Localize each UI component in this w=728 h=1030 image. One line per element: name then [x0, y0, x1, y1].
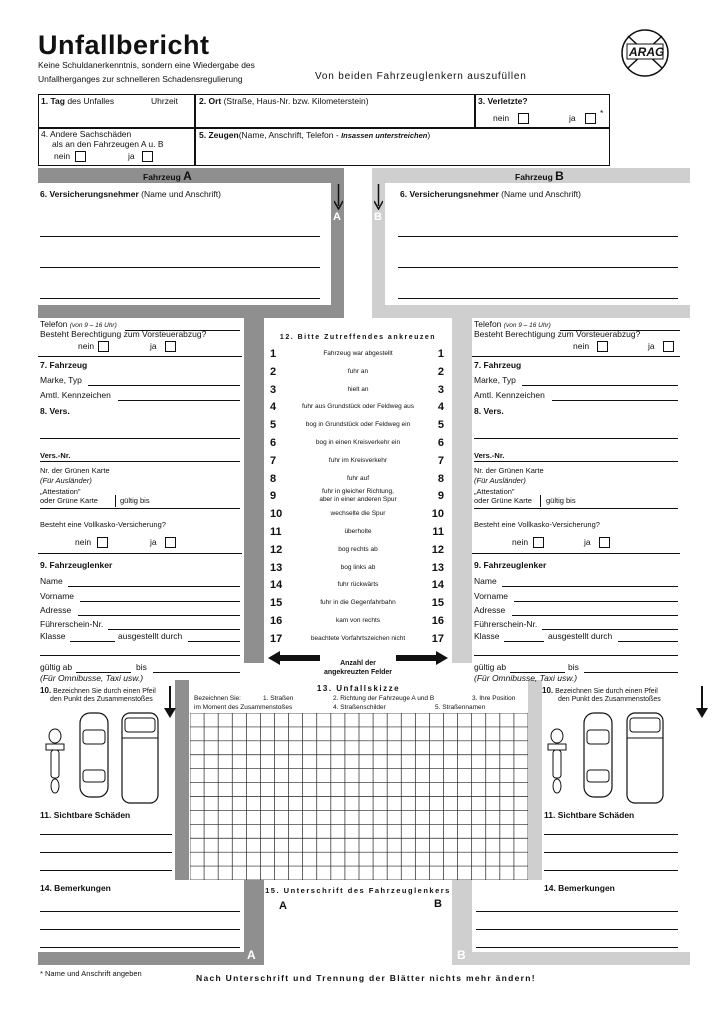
sketch-hint-1: Bezeichnen Sie:	[194, 695, 241, 702]
circumstance-number-b[interactable]: 7	[437, 454, 444, 467]
circumstance-text: bog in einen Kreisverkehr ein	[315, 439, 401, 446]
vehicle-a-lane-middle	[244, 318, 264, 663]
car-icon[interactable]	[79, 712, 109, 798]
truck-icon[interactable]	[121, 712, 159, 804]
circumstance-text: bog rechts ab	[338, 545, 378, 553]
b-insurance-heading: 8. Vers.	[474, 406, 504, 416]
b-green-card-label: Nr. der Grünen Karte	[474, 466, 544, 475]
signature-a-label: A	[279, 900, 287, 912]
b-casco-yes-checkbox[interactable]	[599, 537, 610, 548]
circumstance-number-b[interactable]: 11	[432, 526, 444, 538]
circumstance-row[interactable]	[264, 417, 452, 435]
sketch-item-2: 2. Richtung der Fahrzeuge A und B	[333, 695, 435, 702]
b-driver-heading: 9. Fahrzeuglenker	[474, 560, 547, 570]
b-plate-label: Amtl. Kennzeichen	[474, 390, 545, 400]
b-vat-yes-checkbox[interactable]	[663, 341, 674, 352]
b-policy-line[interactable]	[474, 461, 678, 462]
bottom-lane-b-letter: B	[457, 948, 466, 962]
sketch-title: 13. Unfallskizze	[316, 684, 401, 693]
circumstance-label	[288, 599, 428, 606]
a-address-label: Adresse	[40, 605, 72, 615]
b-green-card-line[interactable]	[474, 508, 678, 509]
vehicle-b-heading: Fahrzeug B	[515, 169, 564, 183]
b-damage-heading: 11. Sichtbare Schäden	[544, 810, 635, 820]
a-casco-no-checkbox[interactable]	[97, 537, 108, 548]
other-damage-yes-checkbox[interactable]	[142, 151, 153, 162]
circumstance-label	[288, 546, 428, 553]
a-insurance-heading: 8. Vers.	[40, 406, 70, 416]
circumstance-row[interactable]	[264, 560, 452, 578]
a-remarks-heading: 14. Bemerkungen	[40, 883, 111, 893]
arrow-down-icon	[696, 686, 708, 718]
b-vat-yes-label: ja	[648, 341, 655, 351]
circumstance-number-b[interactable]: 2	[437, 365, 444, 378]
circumstance-label	[288, 564, 428, 571]
arrow-left-icon	[268, 651, 320, 665]
bottom-lane-a-letter: A	[247, 948, 256, 962]
circumstance-text: überholte	[344, 528, 372, 535]
a-damage-line-2[interactable]	[40, 852, 172, 853]
b-until-label: bis	[568, 662, 579, 672]
circumstance-row[interactable]	[264, 382, 452, 400]
circumstance-text: fuhr rückwärts	[337, 581, 379, 589]
circumstance-number-b[interactable]: 6	[437, 437, 444, 449]
circumstance-row[interactable]	[264, 631, 452, 649]
circumstance-row[interactable]	[264, 595, 452, 613]
a-valid-from-label: gültig ab	[40, 662, 73, 672]
b-issued-line-2[interactable]	[474, 655, 678, 656]
a-damage-heading: 11. Sichtbare Schäden	[40, 810, 131, 820]
circumstance-text: fuhr an	[347, 367, 369, 375]
b-plate-line[interactable]	[552, 400, 678, 401]
circumstance-number-b[interactable]: 16	[431, 615, 444, 627]
footer-warning: Nach Unterschrift und Trennung der Blätter nichts mehr ändern!	[196, 973, 536, 983]
b-valid-to-label: gültig bis	[546, 496, 576, 505]
a-driver-heading: 9. Fahrzeuglenker	[40, 560, 113, 570]
field-2-label: 2. Ort (Straße, Haus-Nr. bzw. Kilometerstein)	[199, 96, 369, 106]
b-phone-label: Telefon (von 9 – 16 Uhr)	[474, 319, 551, 329]
a-phone-label: Telefon (von 9 – 16 Uhr)	[40, 319, 117, 329]
a-valid-to-label: gültig bis	[120, 496, 150, 505]
field-5-label: 5. Zeugen(Name, Anschrift, Telefon - Insassen unterstreichen)	[199, 130, 431, 140]
b-license-line[interactable]	[542, 629, 678, 630]
b-insured-label: 6. Versicherungsnehmer (Name und Anschrift)	[400, 189, 581, 199]
vehicle-b-lane-sketch	[528, 680, 542, 880]
circumstance-number-a[interactable]: 10	[270, 508, 283, 521]
circumstance-number-a[interactable]: 9	[270, 490, 277, 503]
circumstance-number-b[interactable]: 12	[431, 543, 444, 556]
vehicle-a-band-bottom	[38, 952, 264, 965]
a-damage-line-3[interactable]	[40, 870, 172, 871]
circumstance-number-a[interactable]: 17	[270, 632, 283, 645]
sketch-item-4: 4. Straßenschilder	[333, 704, 386, 711]
b-until-line[interactable]	[584, 672, 678, 673]
b-name-label: Name	[474, 576, 497, 586]
lane-b-letter: B	[374, 211, 382, 223]
circumstance-number-a[interactable]: 1	[270, 348, 277, 360]
b-divider	[472, 553, 680, 554]
a-name-label: Name	[40, 576, 63, 586]
circumstance-number-b[interactable]: 10	[431, 508, 444, 521]
injured-yes-label: ja	[569, 113, 576, 123]
circumstance-row[interactable]	[264, 346, 452, 364]
a-insured-label: 6. Versicherungsnehmer (Name und Anschrift)	[40, 189, 221, 199]
circumstance-label	[288, 510, 428, 517]
circumstances-title: 12. Bitte Zutreffendes ankreuzen	[279, 334, 437, 341]
arrow-down-icon	[334, 184, 343, 210]
b-vat-no-checkbox[interactable]	[597, 341, 608, 352]
sketch-item-5: 5. Straßennamen	[435, 704, 486, 711]
a-valid-divider	[115, 495, 116, 507]
truck-icon[interactable]	[626, 712, 664, 804]
circumstance-row[interactable]	[264, 577, 452, 595]
b-vehicle-heading: 7. Fahrzeug	[474, 360, 522, 370]
a-insured-line-1[interactable]	[40, 236, 320, 237]
time-label: Uhrzeit	[151, 96, 178, 106]
signature-a-field[interactable]	[270, 914, 355, 950]
circumstance-number-a[interactable]: 6	[270, 437, 277, 449]
a-impact-label-2: den Punkt des Zusammenstoßes	[50, 696, 153, 703]
footer-note: * Name und Anschrift angeben	[40, 969, 142, 978]
b-valid-from-label: gültig ab	[474, 662, 507, 672]
signature-b-field[interactable]	[360, 914, 445, 950]
a-green-card-label: Nr. der Grünen Karte	[40, 466, 110, 475]
circumstance-text: beachtete Vorfahrtszeichen nicht	[310, 634, 406, 642]
a-vehicle-heading: 7. Fahrzeug	[40, 360, 88, 370]
circumstance-row[interactable]	[264, 364, 452, 382]
b-address-label: Adresse	[474, 605, 506, 615]
asterisk-mark: *	[600, 108, 604, 118]
field-1-label: 1. Tag des Unfalles	[41, 96, 115, 106]
circumstance-label	[288, 368, 428, 375]
page-title: Unfallbericht	[38, 30, 210, 60]
circumstance-number-b[interactable]: 14	[431, 579, 444, 592]
a-make-line[interactable]	[88, 385, 240, 386]
circumstance-number-a[interactable]: 14	[270, 579, 283, 592]
circumstance-number-b[interactable]: 17	[431, 632, 444, 645]
circumstance-text: fuhr aus Grundstück oder Feldweg aus	[301, 403, 414, 411]
a-vat-yes-label: ja	[150, 341, 157, 351]
circumstance-number-b[interactable]: 9	[437, 490, 444, 503]
other-damage-yes-label: ja	[128, 151, 135, 161]
motorcycle-icon[interactable]	[546, 728, 568, 794]
circumstance-number-b[interactable]: 8	[437, 472, 444, 485]
a-until-label: bis	[136, 662, 147, 672]
a-casco-question: Besteht eine Vollkasko-Versicherung?	[40, 520, 166, 529]
a-name-line[interactable]	[68, 586, 240, 587]
injured-no-checkbox[interactable]	[518, 113, 529, 124]
circumstance-number-a[interactable]: 11	[270, 526, 282, 538]
vehicle-a-band-lower	[38, 305, 344, 318]
circumstance-label	[288, 475, 428, 482]
b-class-label: Klasse	[474, 631, 500, 641]
a-issued-by-line[interactable]	[188, 641, 240, 642]
circumstance-text: fuhr in gleicher Richtung,	[322, 488, 394, 496]
a-firstname-label: Vorname	[40, 591, 75, 601]
a-vat-no-label: nein	[78, 341, 95, 351]
a-damage-line-1[interactable]	[40, 834, 172, 835]
a-vat-question: Besteht Berechtigung zum Vorsteuerabzug?	[40, 329, 207, 339]
a-casco-yes-checkbox[interactable]	[165, 537, 176, 548]
a-policy-label: Vers.-Nr.	[40, 451, 71, 460]
a-until-line[interactable]	[153, 672, 240, 673]
circumstance-row[interactable]	[264, 542, 452, 560]
circumstance-row[interactable]	[264, 506, 452, 524]
injured-no-label: nein	[493, 113, 510, 123]
a-attestation-label: „Attestation"	[40, 487, 81, 496]
circumstance-row[interactable]	[264, 471, 452, 489]
a-vat-yes-checkbox[interactable]	[165, 341, 176, 352]
circumstance-number-a[interactable]: 15	[270, 597, 283, 610]
b-valid-divider	[540, 495, 541, 507]
field-3-label: 3. Verletzte?	[478, 96, 528, 106]
subtitle-line-1: Keine Schuldanerkenntnis, sondern eine Wiedergabe des	[38, 60, 255, 70]
b-damage-line-2[interactable]	[544, 852, 678, 853]
a-issued-by-label: ausgestellt durch	[118, 631, 183, 641]
a-remarks-line-2[interactable]	[40, 929, 240, 930]
car-icon[interactable]	[583, 712, 613, 798]
circumstance-label	[288, 528, 428, 535]
signature-title: 15. Unterschrift des Fahrzeuglenkers	[265, 886, 451, 895]
circumstance-number-a[interactable]: 8	[270, 472, 277, 485]
circumstance-row[interactable]	[264, 435, 452, 453]
a-class-line[interactable]	[70, 641, 115, 642]
sketch-hint-2: im Moment des Zusammenstoßes	[194, 704, 293, 711]
circumstance-number-a[interactable]: 4	[270, 401, 277, 414]
a-policy-line[interactable]	[40, 461, 240, 462]
circumstance-label	[288, 488, 428, 503]
circumstance-number-a[interactable]: 3	[270, 383, 277, 396]
circumstance-number-a[interactable]: 16	[270, 615, 283, 627]
arrow-right-icon	[396, 651, 448, 665]
field-4-label-1: 4. Andere Sachschäden	[41, 129, 132, 139]
a-green-card-line[interactable]	[40, 508, 240, 509]
circumstance-number-a[interactable]: 5	[270, 419, 277, 432]
b-remarks-line-2[interactable]	[476, 929, 678, 930]
b-insured-line-2[interactable]	[398, 267, 678, 268]
a-insurance-line[interactable]	[40, 438, 240, 439]
circumstance-number-b[interactable]: 13	[431, 561, 444, 574]
sketch-item-1: 1. Straßen	[263, 695, 294, 702]
a-make-label: Marke, Typ	[40, 375, 82, 385]
circumstance-label	[288, 457, 428, 464]
b-impact-label-1: 10. Bezeichnen Sie durch einen Pfeil	[542, 686, 658, 695]
a-vat-no-checkbox[interactable]	[98, 341, 109, 352]
a-plate-label: Amtl. Kennzeichen	[40, 390, 111, 400]
circumstance-label	[288, 439, 428, 446]
b-remarks-line-1[interactable]	[476, 911, 678, 912]
a-issued-line-2[interactable]	[40, 655, 240, 656]
b-license-label: Führerschein-Nr.	[474, 619, 538, 629]
arag-logo	[620, 28, 670, 78]
arrow-down-icon	[374, 184, 383, 210]
circumstance-number-b[interactable]: 15	[431, 597, 444, 610]
circumstance-row[interactable]	[264, 613, 452, 631]
circumstance-row[interactable]	[264, 453, 452, 471]
other-damage-no-label: nein	[54, 151, 71, 161]
circumstance-text: wechselte die Spur	[330, 510, 386, 518]
b-firstname-line[interactable]	[514, 601, 678, 602]
circumstance-label	[288, 635, 428, 642]
a-casco-yes-label: ja	[150, 537, 157, 547]
a-divider	[38, 553, 242, 554]
b-casco-no-checkbox[interactable]	[533, 537, 544, 548]
b-issued-by-line[interactable]	[618, 641, 678, 642]
a-remarks-line-1[interactable]	[40, 911, 240, 912]
b-divider	[472, 356, 680, 357]
arrow-down-icon	[164, 686, 176, 718]
b-casco-no-label: nein	[512, 537, 529, 547]
a-license-line[interactable]	[108, 629, 240, 630]
circumstance-label	[288, 581, 428, 588]
circumstance-text: kam von rechts	[335, 617, 381, 624]
circumstance-text: hielt an	[347, 385, 369, 393]
circumstance-label	[288, 350, 428, 357]
count-label-2: angekreuzten Felder	[323, 669, 393, 676]
circumstance-row[interactable]	[264, 488, 452, 506]
circumstance-number-b[interactable]: 4	[437, 401, 444, 414]
b-vat-question: Besteht Berechtigung zum Vorsteuerabzug?	[474, 329, 641, 339]
a-divider	[38, 356, 242, 357]
b-attestation-label: „Attestation"	[474, 487, 515, 496]
b-remarks-line-3[interactable]	[476, 947, 678, 948]
b-issued-by-label: ausgestellt durch	[548, 631, 613, 641]
circumstance-number-a[interactable]: 2	[270, 365, 277, 378]
b-insured-line-3[interactable]	[398, 298, 678, 299]
a-insured-line-2[interactable]	[40, 267, 320, 268]
vehicle-b-band-bottom	[452, 952, 690, 965]
a-insured-line-3[interactable]	[40, 298, 320, 299]
circumstance-number-b[interactable]: 1	[437, 348, 444, 360]
a-casco-no-label: nein	[75, 537, 92, 547]
a-bus-note: (Für Omnibusse, Taxi usw.)	[40, 673, 144, 683]
b-damage-line-1[interactable]	[544, 834, 678, 835]
a-class-label: Klasse	[40, 631, 66, 641]
b-insured-line-1[interactable]	[398, 236, 678, 237]
circumstance-label	[288, 421, 428, 428]
b-policy-label: Vers.-Nr.	[474, 451, 505, 460]
a-foreign-label: (Für Ausländer)	[40, 476, 92, 485]
circumstance-text: fuhr im Kreisverkehr	[328, 456, 388, 464]
circumstance-label	[288, 386, 428, 393]
circumstance-text: Fahrzeug war abgestellt	[323, 350, 393, 357]
vehicle-b-lane-middle	[452, 318, 472, 663]
circumstance-number-b[interactable]: 5	[437, 419, 444, 432]
b-address-line[interactable]	[512, 615, 678, 616]
sketch-item-3: 3. Ihre Position	[472, 695, 516, 702]
circumstance-text-2: aber in einer anderen Spur	[319, 495, 397, 503]
motorcycle-icon[interactable]	[44, 728, 66, 794]
b-insurance-line[interactable]	[474, 438, 678, 439]
b-foreign-label: (Für Ausländer)	[474, 476, 526, 485]
sketch-grid[interactable]	[190, 713, 528, 880]
circumstance-number-a[interactable]: 13	[270, 561, 283, 574]
injured-yes-checkbox[interactable]	[585, 113, 596, 124]
circumstance-text: fuhr in die Gegenfahrbahn	[320, 599, 396, 607]
vehicle-b-band-lower	[372, 305, 690, 318]
b-vat-no-label: nein	[573, 341, 590, 351]
b-casco-question: Besteht eine Vollkasko-Versicherung?	[474, 520, 600, 529]
circumstance-number-a[interactable]: 7	[270, 454, 277, 467]
a-impact-label-1: 10. Bezeichnen Sie durch einen Pfeil	[40, 686, 156, 695]
vehicle-a-lane-sketch	[175, 680, 189, 880]
circumstance-text: bog links ab	[340, 563, 376, 571]
b-damage-line-3[interactable]	[544, 870, 678, 871]
circumstance-number-a[interactable]: 12	[270, 543, 283, 556]
circumstance-text: fuhr auf	[346, 474, 370, 482]
circumstance-label	[288, 403, 428, 410]
b-make-label: Marke, Typ	[474, 375, 516, 385]
count-label-1: Anzahl der	[340, 660, 376, 667]
b-impact-label-2: den Punkt des Zusammenstoßes	[558, 696, 661, 703]
vehicle-a-heading: Fahrzeug A	[143, 169, 192, 183]
logo-text: ARAG	[629, 45, 665, 59]
b-casco-yes-label: ja	[584, 537, 591, 547]
circumstance-text: bog in Grundstück oder Feldweg ein	[305, 421, 411, 429]
a-remarks-line-3[interactable]	[40, 947, 240, 948]
circumstance-label	[288, 617, 428, 624]
lane-a-letter: A	[333, 211, 341, 223]
other-damage-no-checkbox[interactable]	[75, 151, 86, 162]
circumstance-row[interactable]	[264, 524, 452, 542]
subtitle-line-2: Unfallherganges zur schnelleren Schadensregulierung	[38, 74, 243, 84]
b-firstname-label: Vorname	[474, 591, 509, 601]
field-4-label-2: als an den Fahrzeugen A u. B	[52, 139, 164, 149]
b-make-line[interactable]	[522, 385, 678, 386]
a-or-green-card-label: oder Grüne Karte	[40, 496, 98, 505]
a-plate-line[interactable]	[118, 400, 240, 401]
a-firstname-line[interactable]	[80, 601, 240, 602]
signature-b-label: B	[434, 898, 442, 910]
a-address-line[interactable]	[78, 615, 240, 616]
instruction-text: Von beiden Fahrzeuglenkern auszufüllen	[315, 71, 527, 82]
b-remarks-heading: 14. Bemerkungen	[544, 883, 615, 893]
b-or-green-card-label: oder Grüne Karte	[474, 496, 532, 505]
b-class-line[interactable]	[504, 641, 544, 642]
circumstance-number-b[interactable]: 3	[437, 383, 444, 396]
b-name-line[interactable]	[502, 586, 678, 587]
circumstance-row[interactable]	[264, 399, 452, 417]
a-license-label: Führerschein-Nr.	[40, 619, 104, 629]
b-bus-note: (Für Omnibusse, Taxi usw.)	[474, 673, 578, 683]
